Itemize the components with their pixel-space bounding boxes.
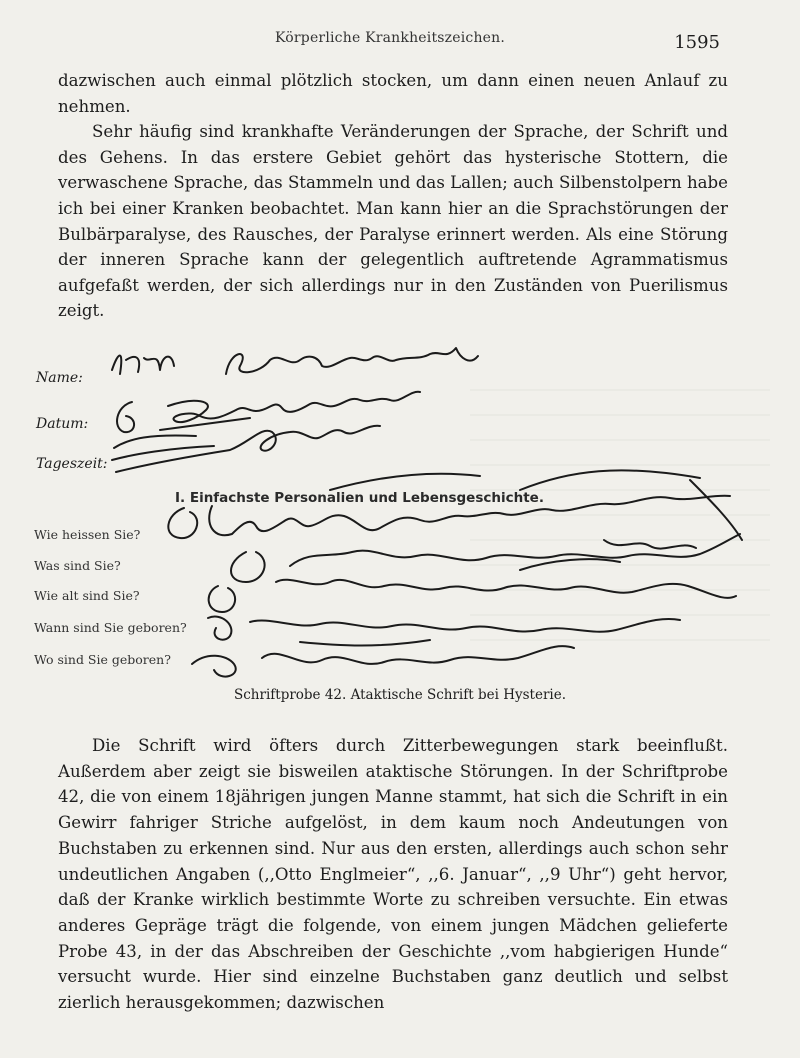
figure-caption: Schriftprobe 42. Ataktische Schrift bei Hysterie. <box>234 687 566 703</box>
paragraph: Die Schrift wird öfters durch Zitterbewegungen stark beeinflußt. Außerdem aber zeigt sie bisweilen ataktische Störungen. In der Schriftprobe 42, die von einem 18jährigen jungen Manne stammt, hat sich die Schrift in ein Gewirr fahriger Striche aufgelöst, in dem kaum noch Andeutungen von Buchstaben zu erkennen sind. Nur aus den ersten, allerdings auch schon sehr undeutlichen Angaben (,,Otto Englmeier“, ,,6. Januar“, ,,9 Uhr“) geht hervor, daß der Kranke wirklich bestimmte Worte zu schreiben versuchte. Ein etwas anderes Gepräge trägt die folgende, von einem jungen Mädchen gelieferte Probe 43, in der das Abschreiben der Geschichte ,,vom habgierigen Hunde“ versucht wurde. Hier sind einzelne Buchstaben ganz deutlich und selbst zierlich herausgekommen; dazwischen <box>58 736 728 1013</box>
page-header <box>0 22 800 52</box>
form-label-date: Datum: <box>36 416 89 432</box>
running-title: Körperliche Krankheitszeichen. <box>274 30 506 46</box>
form-label-time: Tageszeit: <box>36 456 108 472</box>
handwriting-specimen-figure <box>0 330 800 725</box>
scrawl-time-line <box>112 426 380 472</box>
scrawl-answer-birthdate <box>208 617 680 640</box>
scrawl-overstrikes <box>160 418 742 646</box>
top-text-block <box>58 68 728 324</box>
ataxic-handwriting <box>0 330 800 725</box>
question-birthplace: Wo sind Sie geboren? <box>34 652 171 667</box>
question-name: Wie heissen Sie? <box>34 527 141 542</box>
scrawl-answer-birthplace <box>192 646 574 676</box>
form-label-name: Name: <box>36 370 83 386</box>
scrawl-answer-name <box>168 496 730 538</box>
paragraph: Sehr häufig sind krankhafte Veränderungen der Sprache, der Schrift und des Gehens. In das erstere Gebiet gehört das hysterische Stottern, die verwaschene Sprache, das Stammeln und das Lallen; auch Silbenstolpern habe ich bei einer Kranken beobachtet. Man kann hier an die Sprachstörungen der Bulbärparalyse, des Rausches, der Paralyse erinnert werden. Als eine Störung der inneren Sprache kann der gelegentlich auftretende Agrammatismus aufgefaßt werden, der sich allerdings nur in den Zuständen von Puerilismus zeigt. <box>58 122 728 321</box>
scrawl-answer-age <box>209 580 736 612</box>
scrawl-name-line <box>112 348 478 374</box>
page-number: 1595 <box>674 32 720 53</box>
question-age: Wie alt sind Sie? <box>34 588 140 603</box>
bottom-text-block <box>58 733 728 1016</box>
question-birthdate: Wann sind Sie geboren? <box>34 620 187 635</box>
scrawl-answer-occupation <box>231 534 740 582</box>
paragraph: dazwischen auch einmal plötzlich stocken, um dann einen neuen Anlauf zu nehmen. <box>58 71 728 116</box>
question-occupation: Was sind Sie? <box>34 558 121 573</box>
section-heading: I. Einfachste Personalien und Lebensgeschichte. <box>175 490 544 506</box>
